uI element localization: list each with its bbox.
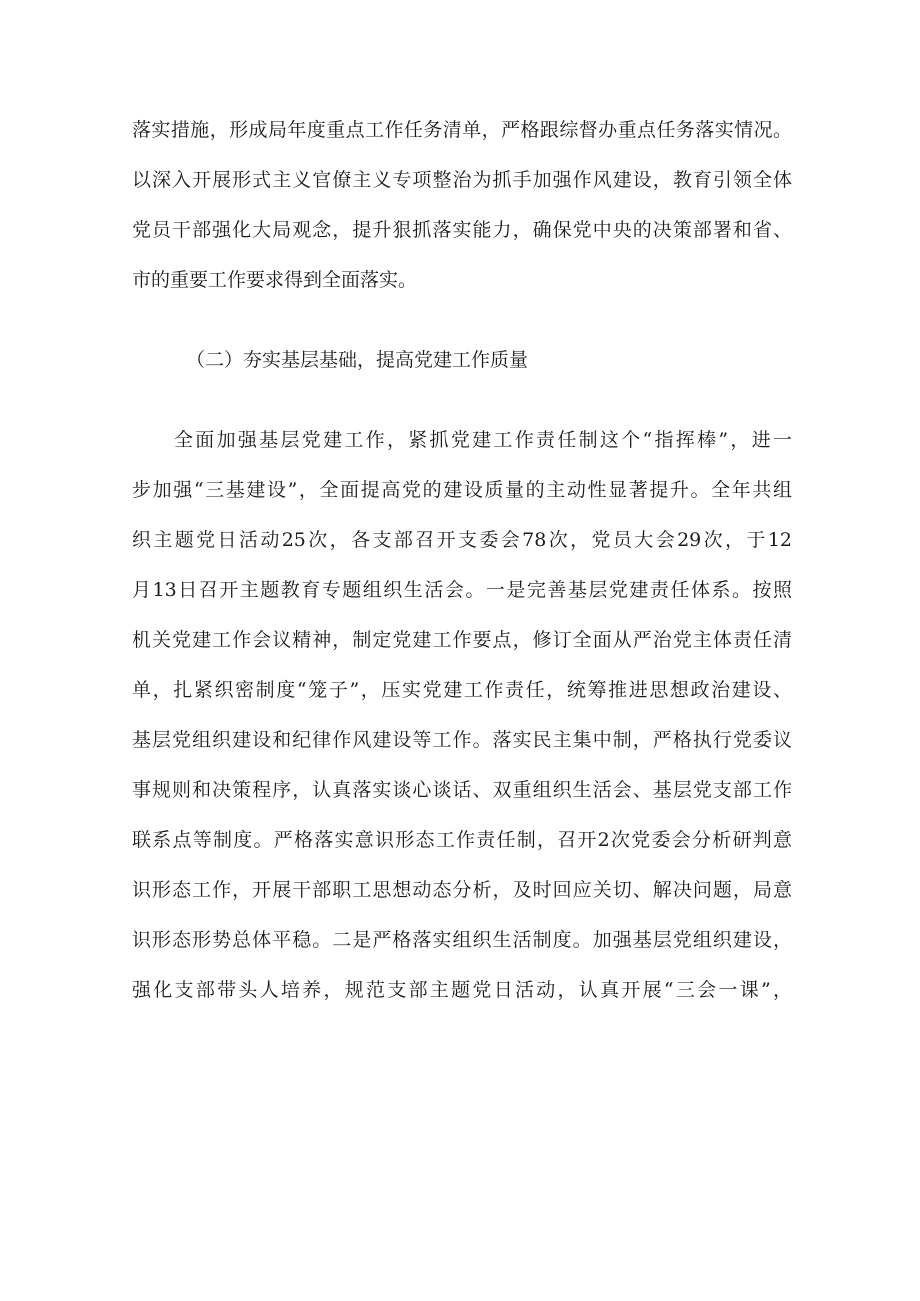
body-text-line: 识形态形势总体平稳。二是严格落实组织生活制度。加强基层党组织建设， [132,929,792,951]
body-text-line: 联系点等制度。严格落实意识形态工作责任制，召开2次党委会分析研判意 [132,829,792,851]
body-text-line: 识形态工作，开展干部职工思想动态分析，及时回应关切、解决问题，局意 [132,879,792,901]
body-text-line: 织主题党日活动25次，各支部召开支委会78次，党员大会29次，于12 [132,529,792,551]
body-text-line: 全面加强基层党建工作，紧抓党建工作责任制这个“指挥棒”，进一 [174,429,792,451]
body-text-line: 强化支部带头人培养，规范支部主题党日活动，认真开展“三会一课”， [132,979,792,1001]
body-text-line: 党员干部强化大局观念，提升狠抓落实能力，确保党中央的决策部署和省、 [132,219,792,241]
body-text-line: 落实措施，形成局年度重点工作任务清单，严格跟综督办重点任务落实情况。 [132,119,792,141]
body-text-line: 事规则和决策程序，认真落实谈心谈话、双重组织生活会、基层党支部工作 [132,779,792,801]
body-text-line: 步加强“三基建设”，全面提高党的建设质量的主动性显著提升。全年共组 [132,479,792,501]
body-text-line: 单，扎紧织密制度“笼子”，压实党建工作责任，统筹推进思想政治建设、 [132,679,792,701]
body-text-line: 月13日召开主题教育专题组织生活会。一是完善基层党建责任体系。按照 [132,579,792,601]
body-text-line: 机关党建工作会议精神，制定党建工作要点，修订全面从严治党主体责任清 [132,629,792,651]
body-text-line: 市的重要工作要求得到全面落实。 [132,269,418,291]
section-heading: （二）夯实基层基础，提高党建工作质量 [186,349,529,371]
body-text-line: 以深入开展形式主义官僚主义专项整治为抓手加强作风建设，教育引领全体 [132,169,792,191]
body-text-line: 基层党组织建设和纪律作风建设等工作。落实民主集中制，严格执行党委议 [132,729,792,751]
